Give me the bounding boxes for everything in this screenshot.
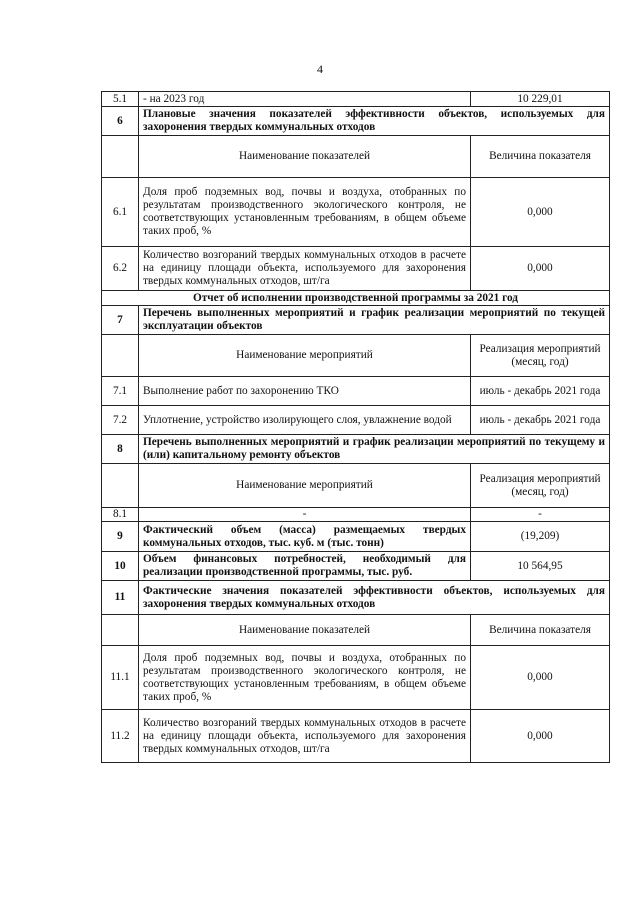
column-header-name: Наименование мероприятий: [139, 335, 471, 377]
section-heading: Перечень выполненных мероприятий и график реализации мероприятий по текущей эксплуатации объектов: [139, 306, 610, 335]
row-number: 11.2: [102, 710, 139, 763]
row-number: 5.1: [102, 92, 139, 107]
column-header-name: Наименование мероприятий: [139, 464, 471, 508]
table-row: [102, 508, 610, 522]
section-heading-row: [102, 581, 610, 615]
row-text: Доля проб подземных вод, почвы и воздуха, отобранных по результатам производственного экологического контроля, не соответствующих установленным требованиям, в общем объеме таких проб, %: [139, 178, 471, 247]
row-value: июль - декабрь 2021 года: [471, 377, 610, 406]
row-text: Уплотнение, устройство изолирующего слоя, увлажнение водой: [139, 406, 471, 435]
row-text: Выполнение работ по захоронению ТКО: [139, 377, 471, 406]
page-number: 4: [317, 62, 323, 76]
column-header-row: [102, 335, 610, 377]
section-heading: Плановые значения показателей эффективности объектов, используемых для захоронения твердых коммунальных отходов: [139, 107, 610, 136]
section-heading-row: [102, 435, 610, 464]
column-header-name: Наименование показателей: [139, 136, 471, 178]
row-value: 10 564,95: [471, 552, 610, 581]
table-row: [102, 710, 610, 763]
section-heading: Перечень выполненных мероприятий и график реализации мероприятий по текущему и (или) капитальному ремонту объектов: [139, 435, 610, 464]
row-number: 7.1: [102, 377, 139, 406]
column-header-row: [102, 464, 610, 508]
column-header-row: [102, 615, 610, 646]
row-number: 9: [102, 522, 139, 552]
row-text: Количество возгораний твердых коммунальных отходов в расчете на единицу площади объекта, используемого для захоронения твердых коммунальных отходов, шт/га: [139, 710, 471, 763]
section-number: 7: [102, 306, 139, 335]
section-number: 11: [102, 581, 139, 615]
empty-cell: [102, 335, 139, 377]
row-value: -: [471, 508, 610, 522]
row-number: 8.1: [102, 508, 139, 522]
empty-cell: [102, 136, 139, 178]
row-text: -: [139, 508, 471, 522]
row-value: 0,000: [471, 178, 610, 247]
section-heading: Фактические значения показателей эффективности объектов, используемых для захоронения твердых коммунальных отходов: [139, 581, 610, 615]
row-text: Доля проб подземных вод, почвы и воздуха, отобранных по результатам производственного экологического контроля, не соответствующих установленным требованиям, в общем объеме таких проб, %: [139, 646, 471, 710]
report-title: Отчет об исполнении производственной программы за 2021 год: [102, 291, 610, 306]
row-value: 0,000: [471, 710, 610, 763]
section-number: 6: [102, 107, 139, 136]
row-value: 10 229,01: [471, 92, 610, 107]
row-number: 7.2: [102, 406, 139, 435]
column-header-value: Величина показателя: [471, 615, 610, 646]
column-header-name: Наименование показателей: [139, 615, 471, 646]
table-row: [102, 406, 610, 435]
section-number: 8: [102, 435, 139, 464]
section-heading-row: [102, 107, 610, 136]
report-title-row: [102, 291, 610, 306]
empty-cell: [102, 615, 139, 646]
row-text: Фактический объем (масса) размещаемых твердых коммунальных отходов, тыс. куб. м (тыс. тонн): [139, 522, 471, 552]
row-text: Объем финансовых потребностей, необходимый для реализации производственной программы, тыс. руб.: [139, 552, 471, 581]
row-value: июль - декабрь 2021 года: [471, 406, 610, 435]
row-text: - на 2023 год: [139, 92, 471, 107]
row-value: (19,209): [471, 522, 610, 552]
empty-cell: [102, 464, 139, 508]
document-table: [101, 91, 610, 763]
table-row: [102, 646, 610, 710]
row-number: 10: [102, 552, 139, 581]
table-row: [102, 522, 610, 552]
row-number: 11.1: [102, 646, 139, 710]
table-row: [102, 178, 610, 247]
row-value: 0,000: [471, 646, 610, 710]
row-number: 6.2: [102, 247, 139, 291]
column-header-row: [102, 136, 610, 178]
column-header-value: Величина показателя: [471, 136, 610, 178]
table-row: [102, 92, 610, 107]
table-row: [102, 247, 610, 291]
column-header-value: Реализация мероприятий (месяц, год): [471, 464, 610, 508]
row-value: 0,000: [471, 247, 610, 291]
column-header-value: Реализация мероприятий (месяц, год): [471, 335, 610, 377]
table-row: [102, 377, 610, 406]
row-text: Количество возгораний твердых коммунальных отходов в расчете на единицу площади объекта, используемого для захоронения твердых коммунальных отходов, шт/га: [139, 247, 471, 291]
table-row: [102, 552, 610, 581]
section-heading-row: [102, 306, 610, 335]
row-number: 6.1: [102, 178, 139, 247]
